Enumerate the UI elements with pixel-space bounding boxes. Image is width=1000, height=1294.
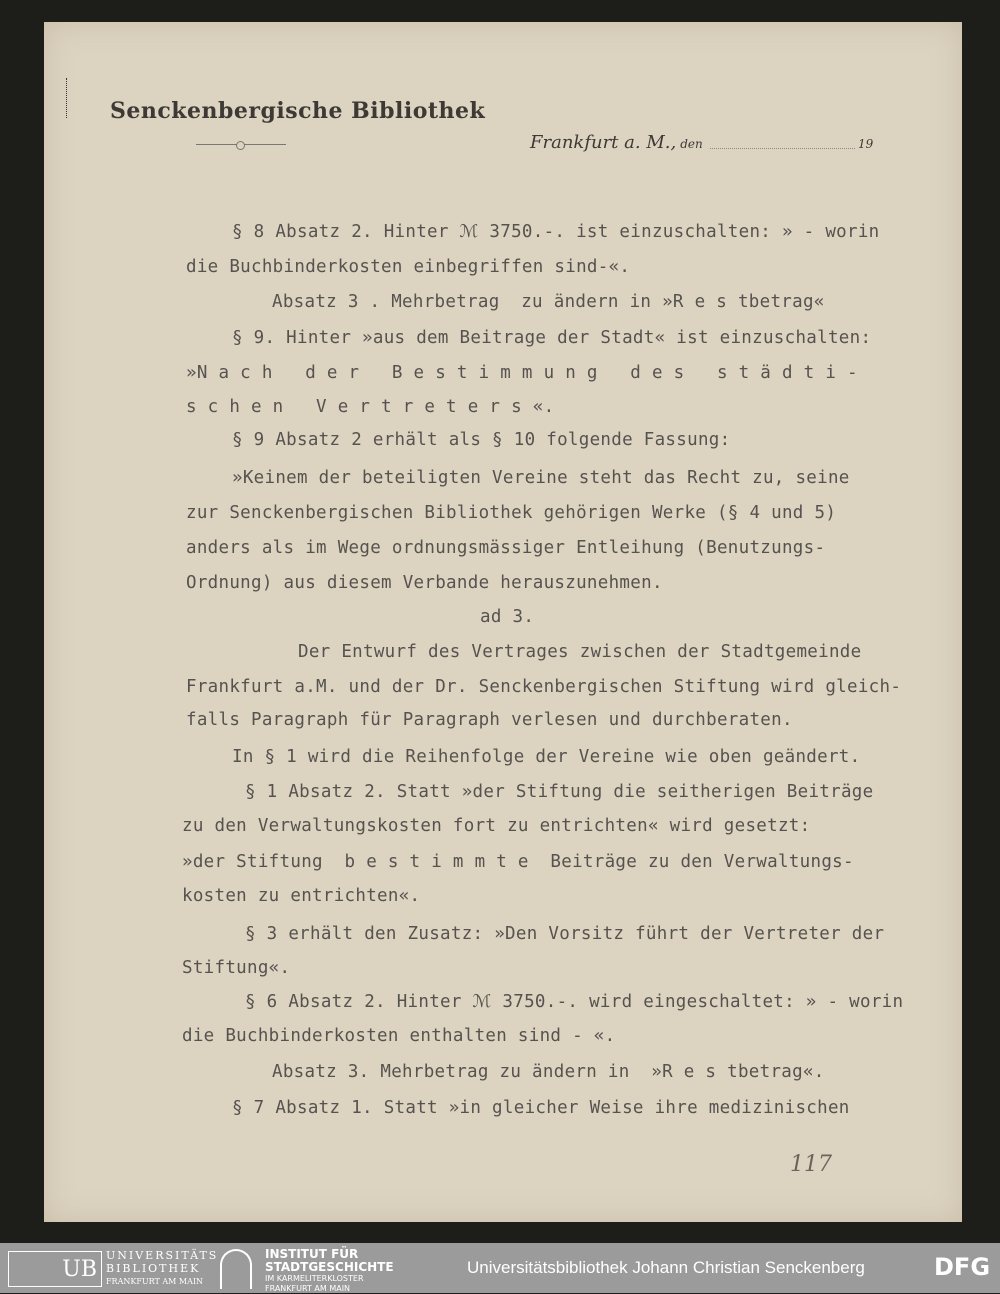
text-line: die Buchbinderkosten einbegriffen sind-«. <box>186 257 631 277</box>
text-line: »N a c h d e r B e s t i m m u n g d e s s t ä d t i - <box>186 363 858 383</box>
library-title: Universitätsbibliothek Johann Christian Senckenberg <box>467 1258 865 1277</box>
text-line: ad 3. <box>480 607 535 627</box>
isg-line4: FRANKFURT AM MAIN <box>265 1284 351 1293</box>
text-line: Frankfurt a.M. und der Dr. Senckenbergischen Stiftung wird gleich- <box>186 677 902 697</box>
isg-line1: INSTITUT FÜR <box>265 1247 359 1261</box>
margin-mark <box>66 78 69 118</box>
isg-text <box>265 1248 394 1294</box>
isg-logo-icon[interactable] <box>220 1249 252 1289</box>
isg-line2: STADTGESCHICHTE <box>265 1260 394 1274</box>
letterhead-ornament <box>196 144 286 145</box>
ub-line3: FRANKFURT AM MAIN <box>106 1277 204 1286</box>
ub-logo[interactable]: UB <box>8 1251 102 1287</box>
text-line: § 6 Absatz 2. Hinter ℳ 3750.-. wird eingeschaltet: » - worin <box>245 992 904 1012</box>
handwritten-folio-number: 117 <box>790 1152 832 1177</box>
text-line: Stiftung«. <box>182 958 291 978</box>
place-text: Frankfurt a. M., <box>530 132 677 153</box>
text-line: »Keinem der beteiligten Vereine steht das Recht zu, seine <box>232 468 850 488</box>
text-line: In § 1 wird die Reihenfolge der Vereine wie oben geändert. <box>232 747 861 767</box>
date-line <box>710 148 855 149</box>
den-text: den <box>680 137 703 151</box>
text-line: kosten zu entrichten«. <box>182 886 421 906</box>
text-line: § 3 erhält den Zusatz: »Den Vorsitz führt der Vertreter der <box>245 924 885 944</box>
text-line: zur Senckenbergischen Bibliothek gehörigen Werke (§ 4 und 5) <box>186 503 837 523</box>
ub-text <box>106 1249 218 1288</box>
text-line: § 1 Absatz 2. Statt »der Stiftung die seitherigen Beiträge <box>245 782 874 802</box>
ub-line2: BIBLIOTHEK <box>106 1262 201 1275</box>
text-line: s c h e n V e r t r e t e r s «. <box>186 397 555 417</box>
letterhead-place <box>530 132 703 153</box>
letterhead-year: 19 <box>858 137 874 151</box>
ub-line1: UNIVERSITÄTS <box>106 1249 219 1262</box>
text-line: § 7 Absatz 1. Statt »in gleicher Weise ihre medizinischen <box>232 1098 850 1118</box>
text-line: falls Paragraph für Paragraph verlesen und durchberaten. <box>186 710 793 730</box>
text-line: § 9 Absatz 2 erhält als § 10 folgende Fassung: <box>232 430 731 450</box>
text-line: Absatz 3. Mehrbetrag zu ändern in »R e s tbetrag«. <box>272 1062 825 1082</box>
text-line: »der Stiftung b e s t i m m t e Beiträge zu den Verwaltungs- <box>182 852 854 872</box>
text-line: Ordnung) aus diesem Verbande herauszunehmen. <box>186 573 663 593</box>
text-line: Der Entwurf des Vertrages zwischen der Stadtgemeinde <box>298 642 862 662</box>
dfg-logo[interactable]: DFG <box>934 1253 991 1281</box>
text-line: § 9. Hinter »aus dem Beitrage der Stadt« ist einzuschalten: <box>232 328 872 348</box>
text-line: zu den Verwaltungskosten fort zu entrichten« wird gesetzt: <box>182 816 811 836</box>
text-line: Absatz 3 . Mehrbetrag zu ändern in »R e s tbetrag« <box>272 292 825 312</box>
text-line: § 8 Absatz 2. Hinter ℳ 3750.-. ist einzuschalten: » - worin <box>232 222 880 242</box>
text-line: anders als im Wege ordnungsmässiger Entleihung (Benutzungs- <box>186 538 826 558</box>
text-line: die Buchbinderkosten enthalten sind - «. <box>182 1026 616 1046</box>
isg-line3: IM KARMELITERKLOSTER <box>265 1274 364 1283</box>
letterhead-institution: Senckenbergische Bibliothek <box>110 98 486 124</box>
footer-bar <box>0 1243 1000 1293</box>
